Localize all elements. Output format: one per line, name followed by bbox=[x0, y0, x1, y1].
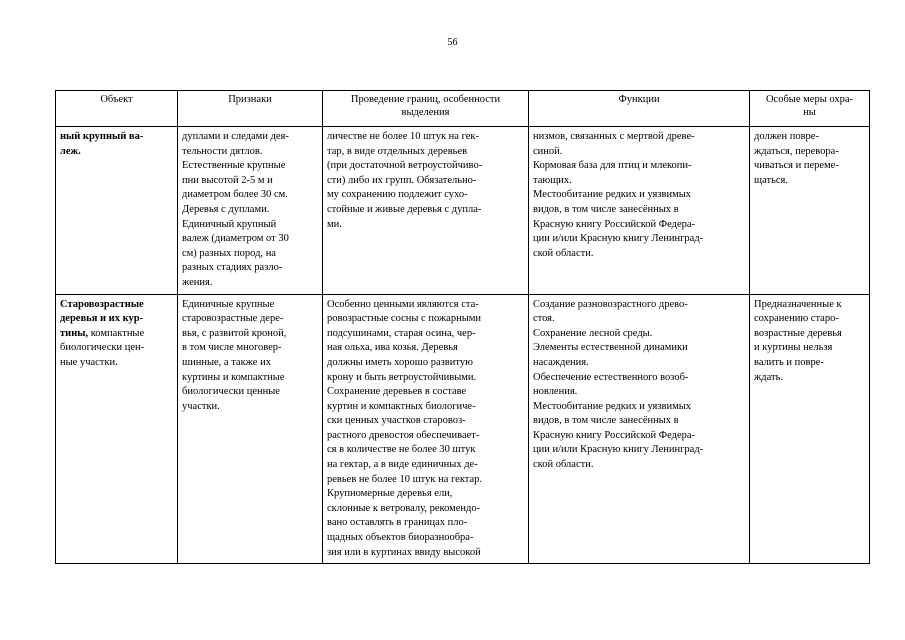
text-line: ждаться, перевора- bbox=[754, 145, 839, 157]
text-line: Предназначенные к bbox=[754, 298, 842, 310]
header-features bbox=[178, 91, 323, 127]
text-line: деревья и их кур- bbox=[60, 313, 144, 325]
text-line: Создание разновозрастного древо- bbox=[533, 298, 688, 310]
text-line: Естественные крупные bbox=[182, 160, 286, 172]
text-line: шинные, а также их bbox=[182, 356, 271, 368]
text-line: Особенно ценными являются ста- bbox=[327, 298, 479, 310]
text-line: Сохранение деревьев в составе bbox=[327, 386, 467, 398]
header-measures bbox=[750, 91, 870, 127]
text-line: Красную книгу Российской Федера- bbox=[533, 429, 696, 441]
text-line: должны иметь хорошо развитую bbox=[327, 356, 473, 368]
text-line: растного древостоя обеспечивает- bbox=[327, 429, 480, 441]
text-line: участки. bbox=[182, 400, 220, 412]
text-line: тар, в виде отдельных деревьев bbox=[327, 145, 468, 157]
cell-features bbox=[178, 127, 323, 295]
text-line: куртин и компактных биологиче- bbox=[327, 400, 476, 412]
text-line: крону и быть ветроустойчивыми. bbox=[327, 371, 477, 383]
text-line: тающих. bbox=[533, 174, 572, 186]
cell-functions bbox=[529, 127, 750, 295]
text-line: сти) либо их групп. Обязательно- bbox=[327, 174, 477, 186]
cell-functions bbox=[529, 294, 750, 564]
text-line: ный крупный ва- bbox=[60, 131, 144, 142]
cell-measures bbox=[750, 294, 870, 564]
text-line: пни высотой 2-5 м и bbox=[182, 174, 273, 186]
text-line: зия или в куртинах ввиду высокой bbox=[327, 546, 481, 558]
text-line: Местообитание редких и уязвимых bbox=[533, 400, 692, 412]
text-line: ской области. bbox=[533, 459, 594, 471]
text-line: Единичные крупные bbox=[182, 298, 275, 310]
text-line: тельности дятлов. bbox=[182, 145, 263, 157]
text-line: Красную книгу Российской Федера- bbox=[533, 218, 696, 230]
text-line: му сохранению подлежит сухо- bbox=[327, 189, 468, 201]
cell-boundaries bbox=[323, 127, 529, 295]
text-line: новления. bbox=[533, 386, 578, 398]
text-line: стойные и живые деревья с дупла- bbox=[327, 203, 482, 215]
data-table bbox=[55, 90, 870, 564]
text-line: валеж (диаметром от 30 bbox=[182, 233, 289, 245]
text-line: ная ольха, ива козья. Деревья bbox=[327, 342, 458, 354]
text-line: леж. bbox=[60, 145, 81, 157]
text-line: ской области. bbox=[533, 247, 594, 259]
text-line: ны bbox=[803, 107, 816, 118]
cell-measures bbox=[750, 127, 870, 295]
object-mixed-text bbox=[60, 298, 173, 371]
page-number: 56 bbox=[447, 37, 458, 48]
text-line: см) разных пород, на bbox=[182, 247, 276, 259]
cell-object bbox=[56, 294, 178, 564]
text-line: стоя. bbox=[533, 313, 555, 325]
text-line: Крупномерные деревья ели, bbox=[327, 488, 453, 500]
text-line: ждать. bbox=[754, 371, 783, 383]
text-line: жения. bbox=[182, 276, 213, 288]
table-row bbox=[56, 294, 870, 564]
text-line: подсушинами, старая осина, чер- bbox=[327, 327, 476, 339]
text-line: Деревья с дуплами. bbox=[182, 203, 270, 215]
text-line: дуплами и следами дея- bbox=[182, 131, 289, 142]
text-line: (при достаточной ветроустойчиво- bbox=[327, 160, 483, 172]
text-line: ровозрастные сосны с пожарными bbox=[327, 313, 482, 325]
text-line: щаться. bbox=[754, 174, 788, 186]
text-line: Особые меры охра- bbox=[765, 94, 854, 105]
text-line: Элементы естественной динамики bbox=[533, 342, 688, 354]
header-object bbox=[56, 91, 178, 127]
text-line: валить и повре- bbox=[754, 356, 824, 368]
text-line: синой. bbox=[533, 145, 563, 157]
text-line: биологически ценные bbox=[182, 386, 280, 398]
text-line: видов, в том числе занесённых в bbox=[533, 415, 679, 427]
text-line: склонные к ветровалу, рекомендо- bbox=[327, 502, 481, 514]
text-line: щадных объектов биоразнообра- bbox=[327, 532, 474, 544]
text-line: низмов, связанных с мертвой древе- bbox=[533, 131, 695, 142]
text-line: ски ценных участков старовоз- bbox=[327, 415, 466, 427]
cell-object bbox=[56, 127, 178, 295]
text-line: Кормовая база для птиц и млекопи- bbox=[533, 160, 692, 172]
text-line: вья, с развитой кроной, bbox=[182, 327, 287, 339]
text-line: возрастные деревья bbox=[754, 327, 842, 339]
text-line: насаждения. bbox=[533, 356, 589, 368]
text-line: ные участки. bbox=[60, 356, 118, 368]
table-header-row bbox=[56, 91, 870, 127]
text-line: разных стадиях разло- bbox=[182, 262, 283, 274]
text-line: на гектар, а в виде единичных де- bbox=[327, 459, 478, 471]
text-line: видов, в том числе занесённых в bbox=[533, 203, 679, 215]
text-line: биологически цен- bbox=[60, 342, 145, 354]
text-line: Объект bbox=[100, 94, 133, 105]
cell-boundaries bbox=[323, 294, 529, 564]
header-functions bbox=[529, 91, 750, 127]
text-line: чиваться и переме- bbox=[754, 160, 839, 172]
text-line: выделения bbox=[401, 107, 450, 118]
text-line: Функции bbox=[618, 94, 660, 105]
text-line: сохранению старо- bbox=[754, 313, 839, 325]
text-line: старовозрастные дере- bbox=[182, 313, 284, 325]
text-line: куртины и компактные bbox=[182, 371, 285, 383]
text-line: Проведение границ, особенности bbox=[350, 94, 501, 105]
text-line: личестве не более 10 штук на гек- bbox=[327, 131, 480, 142]
text-line: вано оставлять в границах пло- bbox=[327, 517, 468, 529]
text-line: Единичный крупный bbox=[182, 218, 277, 230]
text-line: Обеспечение естественного возоб- bbox=[533, 371, 689, 383]
text-line: ми. bbox=[327, 218, 342, 230]
object-bold-text bbox=[60, 130, 173, 159]
text-line: Старовозрастные bbox=[60, 298, 144, 310]
text-line: тины, компактные bbox=[60, 327, 145, 339]
text-line: ревьев не более 10 штук на гектар. bbox=[327, 473, 483, 485]
text-line: Признаки bbox=[228, 94, 272, 105]
text-line: ции и/или Красную книгу Ленинград- bbox=[533, 233, 704, 245]
text-line: ся в количестве не более 30 штук bbox=[327, 444, 476, 456]
text-line: Местообитание редких и уязвимых bbox=[533, 189, 692, 201]
text-line: и куртины нельзя bbox=[754, 342, 833, 354]
text-line: должен повре- bbox=[754, 131, 819, 142]
cell-features bbox=[178, 294, 323, 564]
text-line: ции и/или Красную книгу Ленинград- bbox=[533, 444, 704, 456]
header-boundaries bbox=[323, 91, 529, 127]
text-line: диаметром более 30 см. bbox=[182, 189, 288, 201]
text-line: в том числе многовер- bbox=[182, 342, 282, 354]
text-line: Сохранение лесной среды. bbox=[533, 327, 653, 339]
table-row bbox=[56, 127, 870, 295]
